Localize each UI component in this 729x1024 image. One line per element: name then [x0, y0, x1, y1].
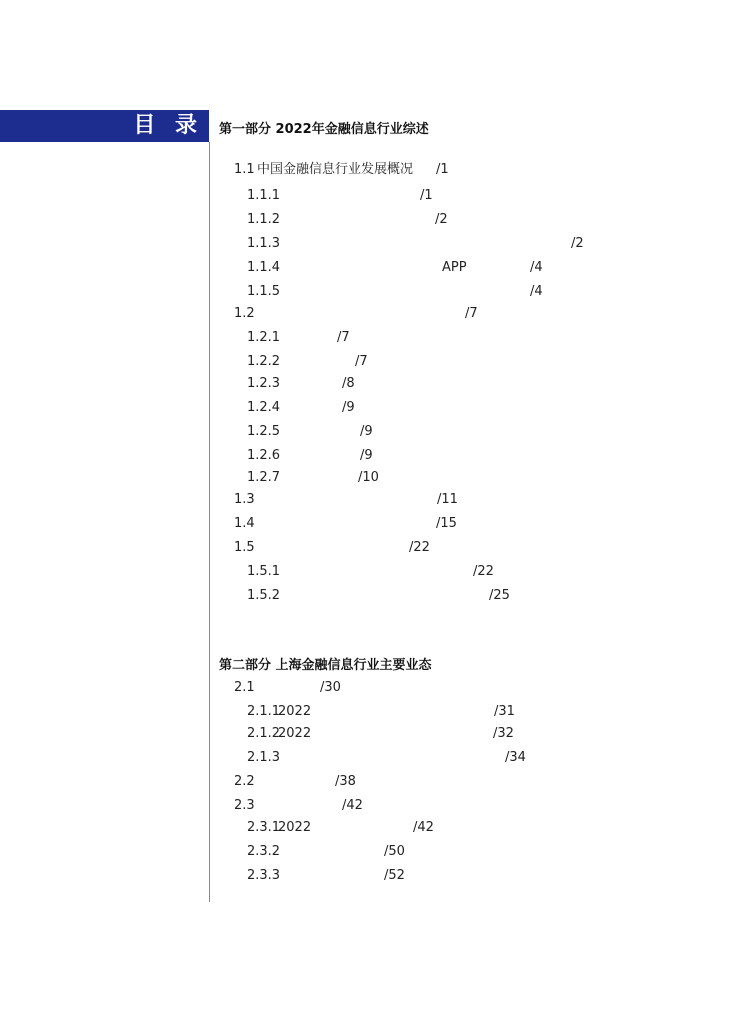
toc-entry-number: 2.1.2 — [247, 726, 281, 741]
toc-entry-page: /9 — [360, 448, 373, 463]
toc-entry-title: 2022 — [278, 726, 312, 741]
vertical-divider — [209, 142, 210, 902]
toc-entry-number: 1.2 — [234, 306, 255, 321]
toc-entry-number: 2.3.1 — [247, 820, 281, 835]
toc-entry-page: /9 — [342, 400, 355, 415]
toc-entry-title: 2022 — [278, 704, 312, 719]
toc-entry-number: 1.5.2 — [247, 588, 281, 603]
toc-entry-number: 1.5.1 — [247, 564, 281, 579]
toc-entry-page: /34 — [505, 750, 526, 765]
toc-entry-page: /50 — [384, 844, 405, 859]
toc-entry[interactable] — [247, 422, 400, 442]
toc-entry-number: 2.2 — [234, 774, 255, 789]
toc-title: 目 录 — [133, 113, 203, 138]
toc-entry[interactable] — [247, 282, 570, 302]
toc-entry-page: /22 — [473, 564, 494, 579]
toc-entry-number: 2.1.3 — [247, 750, 281, 765]
toc-entry-page: /25 — [489, 588, 510, 603]
toc-entry[interactable] — [247, 234, 611, 254]
toc-entry-page: /42 — [413, 820, 434, 835]
toc-entry[interactable] — [247, 468, 398, 488]
toc-entry[interactable] — [247, 352, 395, 372]
toc-entry-page: /31 — [494, 704, 515, 719]
toc-entry-number: 1.1.3 — [247, 236, 281, 251]
toc-entry-page: /22 — [409, 540, 430, 555]
toc-entry[interactable] — [247, 702, 534, 722]
toc-entry-page: /1 — [420, 188, 433, 203]
toc-entry-page: /30 — [320, 680, 341, 695]
toc-entry-number: 1.3 — [234, 492, 255, 507]
toc-entry-title: 2022 — [278, 820, 312, 835]
toc-entry[interactable] — [247, 724, 533, 744]
toc-entry-number: 1.2.3 — [247, 376, 281, 391]
toc-entry-page: /15 — [436, 516, 457, 531]
toc-entry-page: /4 — [530, 284, 543, 299]
toc-entry-number: 1.5 — [234, 540, 255, 555]
toc-entry-title: 中国金融信息行业发展概况 — [257, 162, 414, 177]
toc-entry-number: 2.1.1 — [247, 704, 281, 719]
toc-entry-page: /7 — [337, 330, 350, 345]
toc-entry-number: 1.2.4 — [247, 400, 281, 415]
toc-entry[interactable] — [247, 818, 453, 838]
toc-entry-page: /9 — [360, 424, 373, 439]
toc-entry-page: /7 — [355, 354, 368, 369]
toc-entry[interactable] — [247, 328, 377, 348]
toc-entry[interactable] — [247, 398, 382, 418]
toc-entry-number: 1.2.2 — [247, 354, 281, 369]
toc-entry-number: 2.3.3 — [247, 868, 281, 883]
toc-entry-page: /1 — [436, 162, 449, 177]
toc-entry-page: /7 — [465, 306, 478, 321]
toc-entry-page: /2 — [435, 212, 448, 227]
toc-entry[interactable] — [247, 186, 460, 206]
part-two-heading[interactable]: 第二部分 上海金融信息行业主要业态 — [219, 658, 432, 673]
toc-entry-page: /52 — [384, 868, 405, 883]
toc-entry-number: 2.3.2 — [247, 844, 281, 859]
part-one-heading[interactable]: 第一部分 2022年金融信息行业综述 — [219, 122, 429, 137]
toc-entry-number: 1.2.1 — [247, 330, 281, 345]
toc-entry-number: 1.1 — [234, 162, 255, 177]
toc-entry[interactable] — [234, 772, 375, 792]
toc-entry-number: 2.3 — [234, 798, 255, 813]
toc-entry-number: 1.1.5 — [247, 284, 281, 299]
toc-entry[interactable] — [247, 562, 513, 582]
toc-entry-page: /38 — [335, 774, 356, 789]
toc-entry[interactable] — [234, 796, 382, 816]
toc-entry-number: 1.2.6 — [247, 448, 281, 463]
toc-entry[interactable] — [247, 842, 424, 862]
toc-entry[interactable] — [247, 374, 382, 394]
toc-entry[interactable] — [247, 210, 475, 230]
toc-entry-number: 2.1 — [234, 680, 255, 695]
toc-entry-page: /8 — [342, 376, 355, 391]
toc-entry[interactable] — [247, 866, 424, 886]
toc-banner — [0, 110, 209, 142]
toc-entry[interactable] — [234, 490, 477, 510]
toc-entry-page: /4 — [530, 260, 543, 275]
toc-entry[interactable] — [234, 538, 449, 558]
toc-entry[interactable] — [247, 258, 570, 278]
toc-entry-page: /10 — [358, 470, 379, 485]
toc-entry[interactable] — [234, 160, 476, 180]
toc-entry-title: APP — [442, 260, 467, 275]
toc-entry[interactable] — [247, 446, 400, 466]
toc-entry-page: /2 — [571, 236, 584, 251]
toc-entry-page: /42 — [342, 798, 363, 813]
toc-entry-number: 1.2.7 — [247, 470, 281, 485]
toc-entry[interactable] — [234, 514, 476, 534]
toc-entry-number: 1.1.4 — [247, 260, 281, 275]
toc-entry-page: /32 — [493, 726, 514, 741]
toc-entry-page: /11 — [437, 492, 458, 507]
toc-entry[interactable] — [247, 586, 529, 606]
toc-entry[interactable] — [247, 748, 545, 768]
toc-entry-number: 1.1.2 — [247, 212, 281, 227]
toc-entry[interactable] — [234, 678, 360, 698]
toc-entry[interactable] — [234, 304, 505, 324]
toc-entry-number: 1.2.5 — [247, 424, 281, 439]
toc-entry-number: 1.1.1 — [247, 188, 281, 203]
toc-entry-number: 1.4 — [234, 516, 255, 531]
